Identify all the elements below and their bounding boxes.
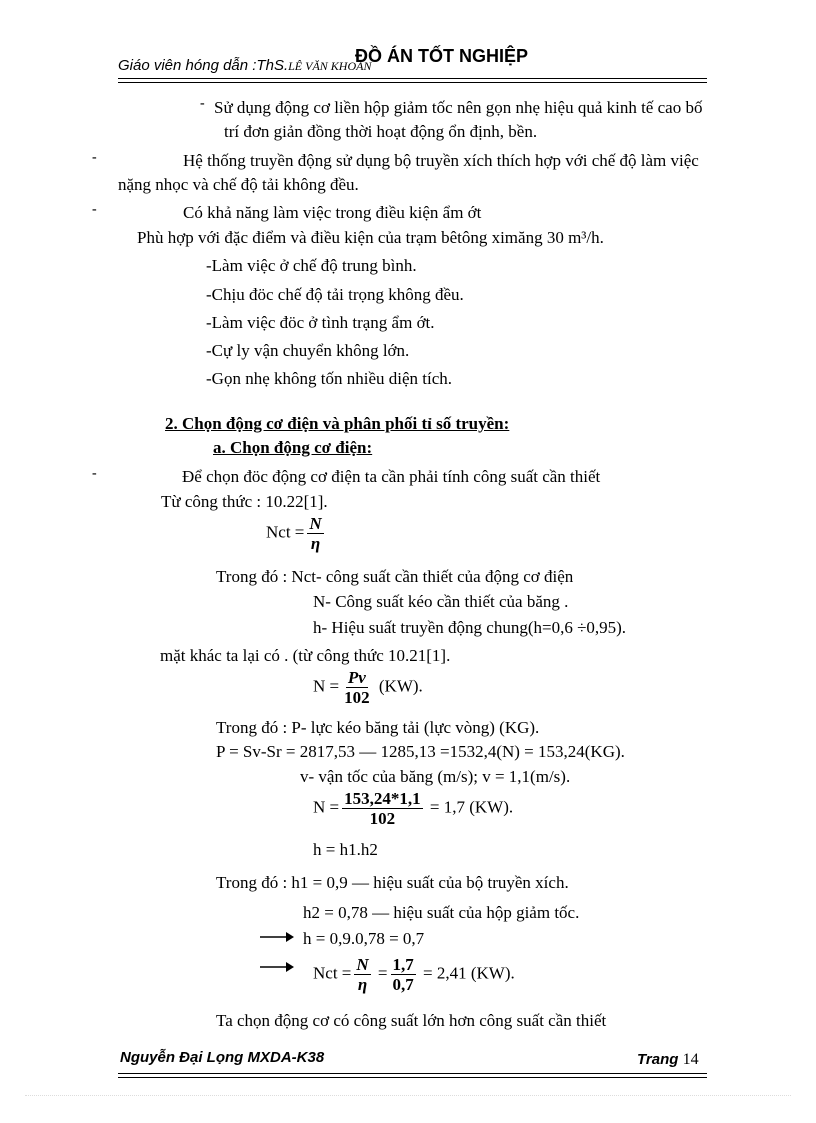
body-line: nặng nhọc và chế độ tải không đều. xyxy=(118,175,359,194)
equation-6: Nct = $\frac{N}{\eta}$ = $\frac{1,7}{0,7}$ = 2,41 (KW). xyxy=(313,955,515,994)
list-item: -Gọn nhẹ không tốn nhiều diện tích. xyxy=(206,369,452,388)
bullet-marker: - xyxy=(92,150,97,165)
footer-page-number: 14 xyxy=(682,1051,699,1068)
right-arrow-icon xyxy=(260,931,294,943)
body-line: h2 = 0,78 — hiệu suất của hộp giảm tốc. xyxy=(303,903,580,922)
body-line: mặt khác ta lại có . (từ công thức 10.21[1]. xyxy=(160,646,451,665)
subsection-title: a. Chọn động cơ điện: xyxy=(213,438,373,457)
body-line: Trong đó : h1 = 0,9 — hiệu suất của bộ truyền xích. xyxy=(216,873,569,892)
page-divider xyxy=(25,1095,791,1096)
body-line: Để chọn đöc động cơ điện ta cần phải tính công suất cần thiết xyxy=(182,467,601,486)
header-teacher-prefix: Giáo viên hóng dẫn :ThS. xyxy=(118,57,289,74)
footer-rule-2 xyxy=(118,1077,707,1078)
body-line: Trong đó : Nct- công suất cần thiết của động cơ điện xyxy=(216,567,574,586)
bullet-marker: - xyxy=(92,466,97,481)
body-line: h- Hiệu suất truyền động chung(h=0,6 ÷0,95). xyxy=(313,618,627,637)
equation-3: N = $\frac{153,24*1,1}{102}$ = 1,7 (KW). xyxy=(313,789,514,828)
body-line: N- Công suất kéo cần thiết của băng . xyxy=(313,592,569,611)
footer-rule xyxy=(118,1073,707,1074)
header-teacher-name: LÊ VĂN KHOÁN xyxy=(288,59,372,73)
body-line: Hệ thống truyền động sử dụng bộ truyền xích thích hợp với chế độ làm việc xyxy=(183,151,699,170)
body-line: Ta chọn động cơ có công suất lớn hơn công suất cần thiết xyxy=(216,1011,607,1030)
header-teacher xyxy=(118,57,371,74)
equation-5: h = 0,9.0,78 = 0,7 xyxy=(303,929,425,948)
footer-author: Nguyễn Đại Lọng MXDA-K38 xyxy=(120,1049,325,1066)
bullet-marker: - xyxy=(200,96,205,111)
equation-4: h = h1.h2 xyxy=(313,840,378,859)
body-line: trí đơn giản đồng thời hoạt động ổn định, bền. xyxy=(224,122,538,141)
body-line: v- vận tốc của băng (m/s); v = 1,1(m/s). xyxy=(300,767,571,786)
body-line: P = Sv-Sr = 2817,53 — 1285,13 =1532,4(N) = 153,24(KG). xyxy=(216,742,625,761)
header-title: ĐỒ ÁN TỐT NGHIỆP xyxy=(355,46,529,66)
section-title: 2. Chọn động cơ điện và phân phối tỉ số truyền: xyxy=(165,414,510,433)
bullet-marker: - xyxy=(92,202,97,217)
body-line: Từ công thức : 10.22[1]. xyxy=(161,492,328,511)
body-line: Sử dụng động cơ liền hộp giảm tốc nên gọn nhẹ hiệu quả kinh tế cao bố xyxy=(214,98,703,117)
body-line: Có khả năng làm việc trong điều kiện ẩm ớt xyxy=(183,203,482,222)
header-rule xyxy=(118,78,707,79)
body-line: Phù hợp với đặc điểm và điều kiện của trạm bêtông ximăng 30 m³/h. xyxy=(137,228,604,247)
equation-1: Nct = $\frac{N}{\eta}$ xyxy=(266,514,322,553)
right-arrow-icon xyxy=(260,961,294,973)
header-rule-2 xyxy=(118,82,707,83)
body-line: Trong đó : P- lực kéo băng tải (lực vòng) (KG). xyxy=(216,718,540,737)
list-item: -Làm việc đöc ở tình trạng ẩm ớt. xyxy=(206,313,435,332)
list-item: -Cự ly vận chuyển không lớn. xyxy=(206,341,410,360)
footer-page-label: Trang xyxy=(637,1051,679,1068)
footer-page xyxy=(637,1049,699,1069)
list-item: -Làm việc ở chế độ trung bình. xyxy=(206,256,417,275)
equation-2: N = $\frac{Pv}{102}$ (KW). xyxy=(313,668,423,707)
list-item: -Chịu đöc chế độ tải trọng không đều. xyxy=(206,285,464,304)
